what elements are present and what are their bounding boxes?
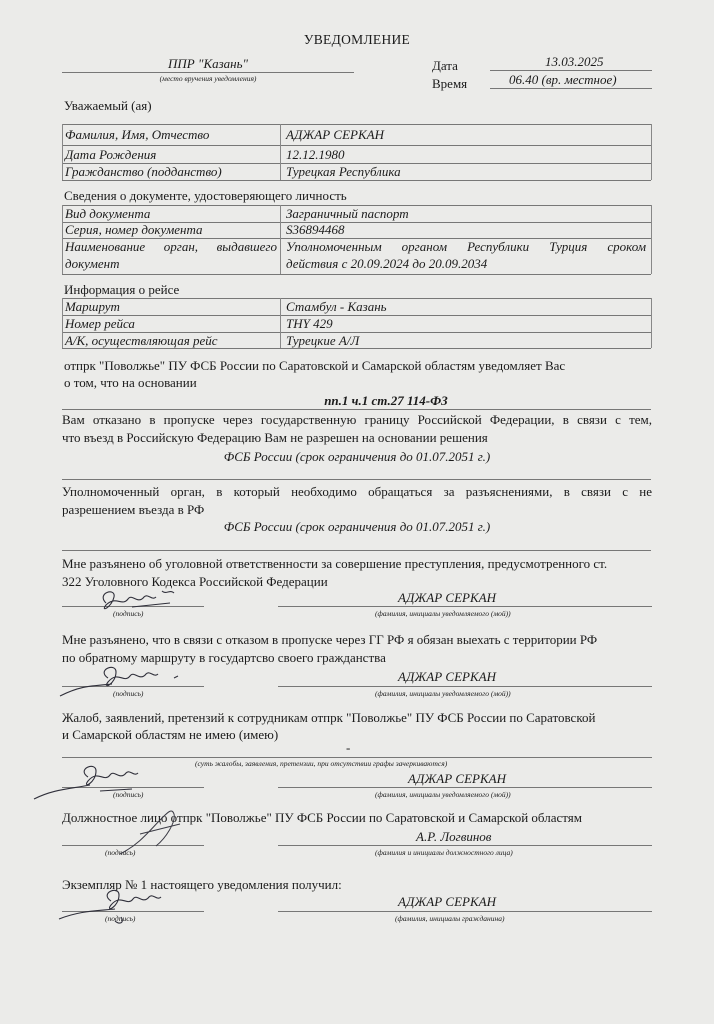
signer-name-1: АДЖАР СЕРКАН bbox=[398, 590, 496, 605]
authority-line-1: Уполномоченный орган, в который необходимо обращаться за разъяснениями, в связи с не bbox=[62, 484, 652, 499]
refusal-line-1: Вам отказано в пропуске через государственную границу Российской Федерации, в связи с тем, bbox=[62, 412, 652, 427]
id-issuer-label: Наименование орган, выдавшего bbox=[65, 239, 277, 254]
time-value: 06.40 (вр. местное) bbox=[509, 72, 617, 87]
legal-basis: пп.1 ч.1 ст.27 114-ФЗ bbox=[324, 393, 448, 408]
signer-name-2: АДЖАР СЕРКАН bbox=[398, 669, 496, 684]
id-doc-heading: Сведения о документе, удостоверяющего личность bbox=[64, 188, 347, 203]
complaints-caption: (суть жалобы, заявления, претензии, при отсутствии графы зачеркиваются) bbox=[195, 759, 448, 768]
signature-caption-1: (подпись) bbox=[113, 609, 144, 618]
signature-1 bbox=[92, 583, 192, 619]
signature-officer bbox=[110, 800, 200, 860]
complaints-line-2: и Самарской областям не имею (имею) bbox=[62, 727, 279, 742]
date-label: Дата bbox=[432, 58, 458, 73]
document-title: УВЕДОМЛЕНИЕ bbox=[303, 32, 411, 47]
flight-number-label: Номер рейса bbox=[65, 316, 135, 331]
place-caption: (место вручения уведомления) bbox=[159, 74, 257, 83]
flight-number-value: THY 429 bbox=[286, 316, 333, 331]
notice-line-2: о том, что на основании bbox=[64, 375, 197, 390]
dob-label: Дата Рождения bbox=[65, 147, 157, 162]
officer-line: Должностное лицо отпрк "Поволжье" ПУ ФСБ России по Саратовской и Самарской областям bbox=[62, 810, 582, 825]
authority-value: ФСБ России (срок ограничения до 01.07.2051 г.) bbox=[223, 519, 491, 534]
signer-name-4: АДЖАР СЕРКАН bbox=[398, 894, 496, 909]
id-issuer-label-2: документ bbox=[65, 256, 120, 271]
id-issuer-value-2: действия с 20.09.2024 до 20.09.2034 bbox=[286, 256, 488, 271]
refusal-decision: ФСБ России (срок ограничения до 01.07.2051 г.) bbox=[223, 449, 491, 464]
complaints-line-1: Жалоб, заявлений, претензий к сотрудникам отпрк "Поволжье" ПУ ФСБ России по Саратовской bbox=[62, 710, 596, 725]
date-value: 13.03.2025 bbox=[545, 54, 604, 69]
officer-caption: (фамилия и инициалы должностного лица) bbox=[375, 848, 513, 857]
id-issuer-value: Уполномоченным органом Республики Турция сроком bbox=[286, 239, 646, 254]
greeting: Уважаемый (ая) bbox=[64, 98, 152, 113]
route-value: Стамбул - Казань bbox=[286, 299, 387, 314]
name-value: АДЖАР СЕРКАН bbox=[286, 127, 384, 142]
id-number-value: S36894468 bbox=[286, 222, 345, 237]
name-caption-2: (фамилия, инициалы уведомляемого (мой)) bbox=[375, 689, 511, 698]
signer-name-3: АДЖАР СЕРКАН bbox=[408, 771, 506, 786]
signature-5 bbox=[55, 885, 205, 935]
id-type-value: Заграничный паспорт bbox=[286, 206, 409, 221]
dob-value: 12.12.1980 bbox=[286, 147, 345, 162]
notice-line-1: отпрк "Поволжье" ПУ ФСБ России по Саратовской и Самарской областям уведомляет Вас bbox=[64, 358, 566, 373]
place-value: ППР "Казань" bbox=[168, 56, 248, 71]
name-caption-3: (фамилия, инициалы уведомляемого (мой)) bbox=[375, 790, 511, 799]
copy-line: Экземпляр № 1 настоящего уведомления получил: bbox=[62, 877, 342, 892]
citizenship-value: Турецкая Республика bbox=[286, 164, 401, 179]
signature-3 bbox=[30, 755, 180, 805]
airline-label: А/К, осуществляющая рейс bbox=[65, 333, 218, 348]
signature-caption-2: (подпись) bbox=[113, 689, 144, 698]
leave-line-1: Мне разъянено, что в связи с отказом в пропуске через ГГ РФ я обязан выехать с территории РФ bbox=[62, 632, 598, 647]
id-number-label: Серия, номер документа bbox=[65, 222, 203, 237]
airline-value: Турецкие А/Л bbox=[286, 333, 360, 348]
copy-caption: (фамилия, инициалы гражданина) bbox=[395, 914, 505, 923]
route-label: Маршрут bbox=[65, 299, 120, 314]
name-label: Фамилия, Имя, Отчество bbox=[65, 127, 210, 142]
criminal-line-1: Мне разъянено об уголовной ответственности за совершение преступления, предусмотренного ст. bbox=[62, 556, 608, 571]
officer-name: А.Р. Логвинов bbox=[416, 829, 492, 844]
id-type-label: Вид документа bbox=[65, 206, 151, 221]
complaints-dash: - bbox=[346, 740, 351, 755]
signature-caption-4: (подпись) bbox=[105, 848, 136, 857]
criminal-line-2: 322 Уголовного Кодекса Российской Федерации bbox=[62, 574, 328, 589]
signature-caption-5: (подпись) bbox=[105, 914, 136, 923]
signature-caption-3: (подпись) bbox=[113, 790, 144, 799]
name-caption-1: (фамилия, инициалы уведомляемого (мой)) bbox=[375, 609, 511, 618]
citizenship-label: Гражданство (подданство) bbox=[65, 164, 222, 179]
leave-line-2: по обратному маршруту в государтсво своего гражданства bbox=[62, 650, 386, 665]
refusal-line-2: что въезд в Российскую Федерацию Вам не разрешен на основании решения bbox=[62, 430, 488, 445]
signature-2 bbox=[50, 656, 200, 706]
time-label: Время bbox=[432, 76, 468, 91]
flight-heading: Информация о рейсе bbox=[64, 282, 180, 297]
authority-line-2: разрешением въезда в РФ bbox=[62, 502, 205, 517]
